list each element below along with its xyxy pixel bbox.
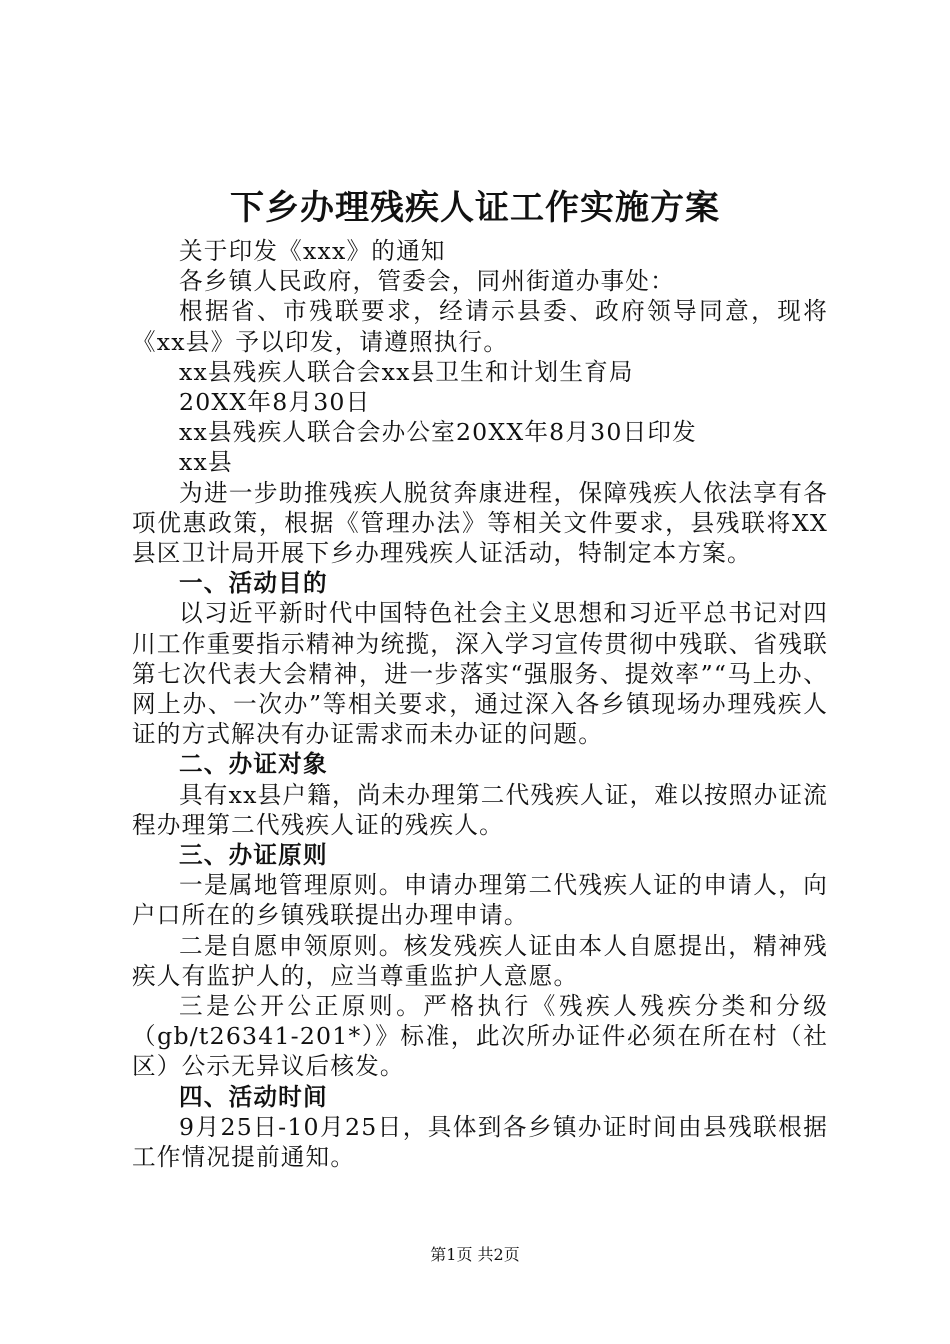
principle-three: 三是公开公正原则。严格执行《残疾人残疾分类和分级（gb/t26341-201*）》标准，此次所办证件必须在所在村（社区）公示无异议后核发。 xyxy=(132,992,828,1081)
section-heading-principles: 三、办证原则 xyxy=(179,841,328,870)
target-paragraph: 具有xx县户籍，尚未办理第二代残疾人证，难以按照办证流程办理第二代残疾人证的残疾人。 xyxy=(132,780,828,839)
notice-body: 根据省、市残联要求，经请示县委、政府领导同意，现将《xx县》予以印发，请遵照执行。 xyxy=(132,297,828,356)
printing-note: xx县残疾人联合会办公室20XX年8月30日印发 xyxy=(179,418,697,447)
page-footer: 第1页 共2页 xyxy=(430,1245,520,1264)
notice-title: 关于印发《xxx》的通知 xyxy=(179,237,446,265)
county-name: xx县 xyxy=(179,448,233,477)
document-body xyxy=(132,236,828,1172)
document-title: 下乡办理残疾人证工作实施方案 xyxy=(230,188,720,228)
issue-date: 20XX年8月30日 xyxy=(179,388,371,417)
principle-two: 二是自愿申领原则。核发残疾人证由本人自愿提出，精神残疾人有监护人的，应当尊重监护人意愿。 xyxy=(132,931,828,990)
section-heading-purpose: 一、活动目的 xyxy=(179,569,328,598)
issuing-organizations: xx县残疾人联合会xx县卫生和计划生育局 xyxy=(179,357,634,386)
principle-one: 一是属地管理原则。申请办理第二代残疾人证的申请人，向户口所在的乡镇残联提出办理申请。 xyxy=(132,871,828,930)
section-heading-time: 四、活动时间 xyxy=(179,1082,328,1111)
section-heading-target: 二、办证对象 xyxy=(179,750,328,779)
time-paragraph: 9月25日-10月25日，具体到各乡镇办证时间由县残联根据工作情况提前通知。 xyxy=(132,1112,828,1172)
addressee: 各乡镇人民政府，管委会，同州街道办事处： xyxy=(179,267,675,296)
purpose-paragraph: 以习近平新时代中国特色社会主义思想和习近平总书记对四川工作重要指示精神为统揽，深入学习宣传贯彻中残联、省残联第七次代表大会精神，进一步落实“强服务、提效率”“马上办、网上办、一次办”等相关要求，通过深入各乡镇现场办理残疾人证的方式解决有办证需求而未办证的问题。 xyxy=(132,599,828,749)
introduction-paragraph: 为进一步助推残疾人脱贫奔康进程，保障残疾人依法享有各项优惠政策，根据《管理办法》等相关文件要求，县残联将XX县区卫计局开展下乡办理残疾人证活动，特制定本方案。 xyxy=(132,478,828,568)
